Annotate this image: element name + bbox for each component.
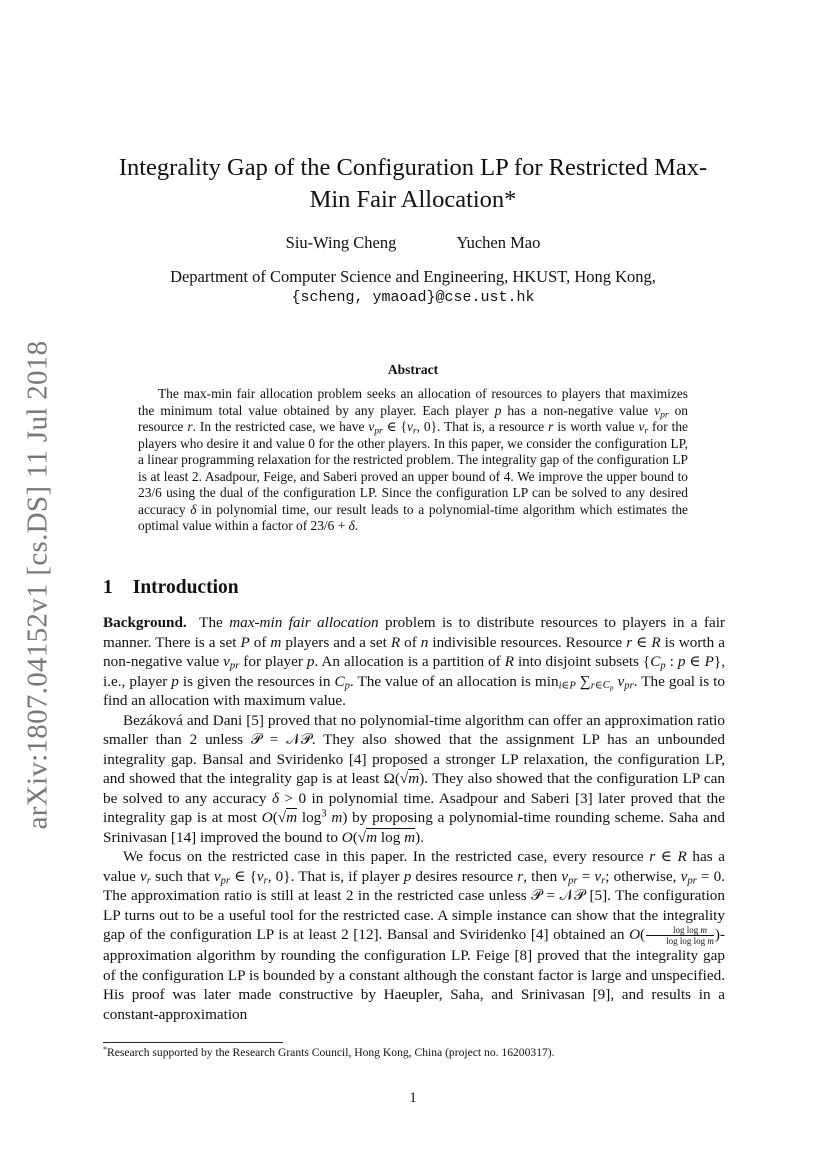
page-number: 1 [409,1090,417,1106]
authors [0,233,826,253]
author-email: {scheng, ymaoad}@cse.ust.hk [291,289,535,306]
abstract-heading: Abstract [387,362,439,377]
paper-title: Integrality Gap of the Configuration LP for Restricted Max-Min Fair Allocation* [118,154,708,213]
paragraph: Bezáková and Dani [5] proved that no polynomial-time algorithm can offer an approximation ratio smaller than 2 unless 𝒫 = 𝒩𝒫. They also showed that the assignment LP has an unbounded integrality gap. Bansal and Sviridenko [4] proposed a stronger LP relaxation, the configuration LP, and showed that the integrality gap is at least Ω(√m). They also showed that the configuration LP can be solved to any accuracy δ > 0 in polynomial time. Asadpour and Saberi [3] later proved that the integrality gap is at most O(√m $\log^3 m$) by proposing a polynomial-time rounding scheme. Saha and Srinivasan [14] improved the bound to O(√m log m). [103,711,726,846]
footnote-rule [103,1042,283,1043]
introduction-body [103,613,725,1024]
affiliation-text: Department of Computer Science and Engineering, HKUST, Hong Kong, [170,267,656,286]
paragraph: Background. The max-min fair allocation problem is to distribute resources to players in a fair manner. There is a set P of m players and a set R of n indivisible resources. Resource r ∈ R is worth a non-negative value $v_{pr}$ for player p. An allocation is a partition of R into disjoint subsets {$C_p$ : p ∈ P}, i.e., player p is given the resources in $C_p$. The value of an allocation is $\min_{i\in P} \sum_{r\in C_p}$ $v_{pr}$. The goal is to find an allocation with maximum value. [103,614,725,709]
author-name: Yuchen Mao [456,233,541,252]
footnote: *Research supported by the Research Grants Council, Hong Kong, China (project no. 16200317). [103,1045,555,1059]
paragraph: We focus on the restricted case in this paper. In the restricted case, every resource r ∈ R has a value $v_r$ such that $v_{pr}$ ∈ {$v_r$, 0}. That is, if player p desires resource r, then $v_{pr} = v_r$; otherwise, $v_{pr} = 0$. The approximation ratio is still at least 2 in the restricted case unless 𝒫 = 𝒩𝒫 [5]. The configuration LP turns out to be a useful tool for the restricted case. A simple instance can show that the integrality gap of the configuration LP is at least 2 [12]. Bansal and Sviridenko [4] obtained an O( $\frac{\text{log log m}}{\text{log log log m}}$ )-approximation algorithm by rounding the configuration LP. Feige [8] proved that the integrality gap of the configuration LP is bounded by a constant although the constant factor is large and unspecified. His proof was later made constructive by Haeupler, Saha, and Srinivasan [9], and results in a constant-approximation [103,848,725,1023]
arxiv-stamp: arXiv:1807.04152v1 [cs.DS] 11 Jul 2018 [21,340,54,830]
section-heading: 1 Introduction [103,577,239,598]
author-name: Siu-Wing Cheng [285,233,397,252]
affiliation [0,266,826,308]
abstract-text: The max-min fair allocation problem seeks an allocation of resources to players that maximizes the minimum total value obtained by any player. Each player p has a non-negative value $v_{pr}$ on resource r. In the restricted case, we have $v_{pr}$ ∈ {$v_r$, 0}. That is, a resource r is worth value $v_r$ for the players who desire it and value 0 for the other players. In this paper, we consider the configuration LP, a linear programming relaxation for the restricted problem. The integrality gap of the configuration LP is at least 2. Asadpour, Feige, and Saberi proved an upper bound of 4. We improve the upper bound to 23/6 using the dual of the configuration LP. Since the configuration LP can be solved to any desired accuracy δ in polynomial time, our result leads to a polynomial-time algorithm which estimates the optimal value within a factor of 23/6 + δ. [138,386,688,533]
